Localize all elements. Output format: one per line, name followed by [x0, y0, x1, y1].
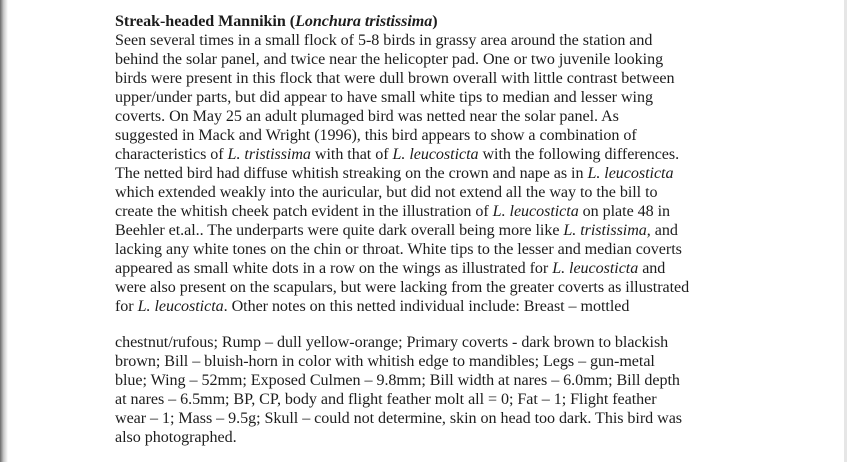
text-line	[115, 145, 839, 164]
text-segment: , and	[646, 222, 678, 239]
text-segment: Beehler et.al.. The underparts were quite dark overall being more like	[115, 222, 564, 239]
text-line: also photographed.	[115, 429, 237, 446]
text-line	[115, 240, 839, 259]
text-line: at nares – 6.5mm; BP, CP, body and flight feather molt all = 0; Fat – 1; Flight feather	[115, 391, 657, 408]
species-name-italic: L. leucosticta	[492, 203, 579, 220]
text-line	[115, 259, 839, 278]
species-name-italic: L. tristissima	[227, 146, 311, 163]
species-common-name: Streak-headed Mannikin	[115, 13, 286, 30]
text-segment: The netted bird had diffuse whitish streaking on the crown and nape as in	[115, 165, 588, 182]
text-segment: appeared as small white dots in a row on the wings as illustrated for	[115, 260, 553, 277]
title-close-paren: )	[432, 13, 438, 30]
text-segment: suggested in Mack and Wright (1996), this bird appears to show a combination of	[115, 127, 637, 144]
text-line: chestnut/rufous; Rump – dull yellow-orange; Primary coverts - dark brown to blackish	[115, 334, 669, 351]
text-line	[115, 278, 839, 297]
text-line	[115, 50, 839, 69]
text-segment: with the following differences.	[478, 146, 680, 163]
text-line	[115, 221, 839, 240]
text-line: brown; Bill – bluish-horn in color with whitish edge to mandibles; Legs – gun-metal	[115, 353, 655, 370]
text-segment: coverts. On May 25 an adult plumaged bird was netted near the solar panel. As	[115, 108, 619, 125]
text-line: blue; Wing – 52mm; Exposed Culmen – 9.8mm; Bill width at nares – 6.0mm; Bill depth	[115, 372, 680, 389]
species-scientific-name: Lonchura tristissima	[295, 13, 433, 30]
text-line	[115, 202, 839, 221]
text-line	[115, 88, 839, 107]
species-name-italic: L. leucosticta	[392, 146, 479, 163]
text-segment: lacking any white tones on the chin or throat. White tips to the lesser and median coverts	[115, 241, 682, 258]
text-segment: Seen several times in a small flock of 5-8 birds in grassy area around the station and	[115, 32, 653, 49]
paragraph-block-1	[115, 12, 839, 316]
text-segment: were also present on the scapulars, but were lacking from the greater coverts as illustrated	[115, 279, 690, 296]
text-line	[115, 183, 839, 202]
species-name-italic: L. leucosticta	[552, 260, 639, 277]
text-segment: . Other notes on this netted individual include: Breast – mottled	[223, 298, 630, 315]
text-segment: upper/under parts, but did appear to have small white tips to median and lesser wing	[115, 89, 653, 106]
text-line	[115, 297, 839, 316]
text-line	[115, 31, 839, 50]
text-segment: which extended weakly into the auricular, but did not extend all the way to the bill to	[115, 184, 658, 201]
text-segment: create the whitish cheek patch evident in the illustration of	[115, 203, 493, 220]
scan-edge-shadow	[0, 0, 8, 462]
species-name-italic: L. leucosticta	[587, 165, 674, 182]
text-segment: and	[638, 260, 666, 277]
paragraph-block-2	[115, 333, 839, 447]
text-segment: behind the solar panel, and twice near the helicopter pad. One or two juvenile looking	[115, 51, 664, 68]
species-name-italic: L. tristissima	[563, 222, 647, 239]
text-line	[115, 69, 839, 88]
text-line	[115, 107, 839, 126]
text-line	[115, 126, 839, 145]
title-open-paren: (	[285, 13, 296, 30]
text-line	[115, 164, 839, 183]
paragraph-1-lines	[115, 31, 839, 316]
text-segment: birds were present in this flock that were dull brown overall with little contrast between	[115, 70, 675, 87]
text-segment: on plate 48 in	[578, 203, 671, 220]
text-line: wear – 1; Mass – 9.5g; Skull – could not determine, skin on head too dark. This bird was	[115, 410, 682, 427]
text-segment: with that of	[310, 146, 393, 163]
species-name-italic: L. leucosticta	[137, 298, 224, 315]
text-segment: for	[115, 298, 138, 315]
species-title	[115, 12, 839, 31]
text-segment: characteristics of	[115, 146, 228, 163]
